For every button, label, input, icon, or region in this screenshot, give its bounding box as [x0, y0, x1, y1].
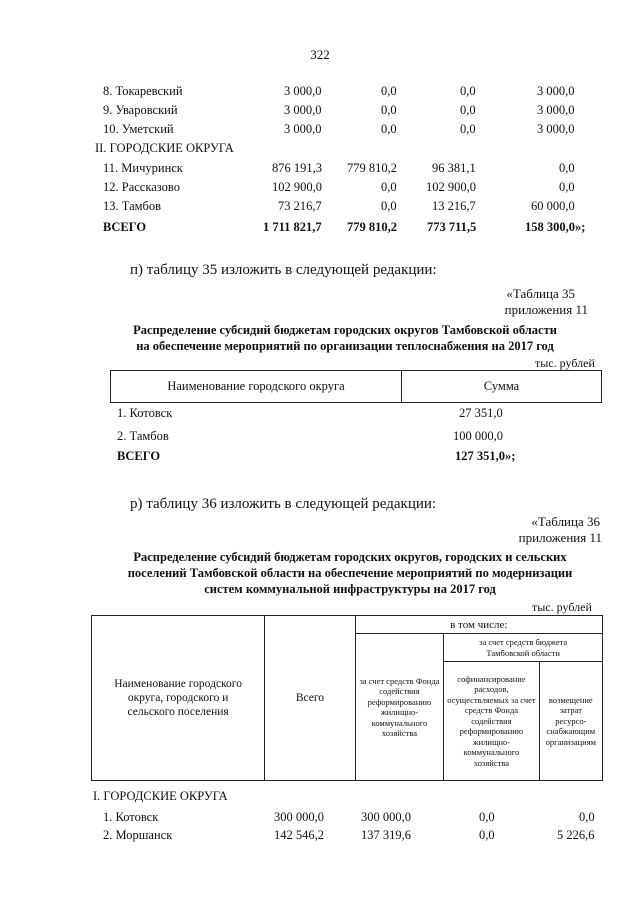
row-value: 5 226,6: [557, 828, 595, 842]
row-value: 300 000,0: [274, 810, 324, 824]
row-value: 0,0: [460, 122, 476, 136]
row-value: 137 319,6: [361, 828, 411, 842]
row-value: 0,0: [381, 84, 397, 98]
row-name: 11. Мичуринск: [103, 161, 183, 175]
row-name: ВСЕГО: [117, 449, 161, 463]
row-value: 60 000,0: [531, 199, 575, 213]
row-value: 27 351,0: [459, 406, 503, 420]
row-value: 0,0: [381, 180, 397, 194]
header-regional-budget: за счет средств бюджета Тамбовской области: [444, 634, 603, 662]
row-value: 0,0: [460, 103, 476, 117]
row-name: 1. Котовск: [103, 810, 159, 824]
row-name: ВСЕГО: [103, 220, 147, 234]
row-name: 1. Котовск: [117, 406, 173, 420]
table36-caption-line1: «Таблица 36: [531, 514, 600, 529]
page-number: 322: [310, 47, 330, 62]
row-value: 0,0: [579, 810, 595, 824]
row-value: 0,0: [559, 180, 575, 194]
table36-title-line2: поселений Тамбовской области на обеспечение мероприятий по модернизации: [127, 566, 573, 580]
row-value: 3 000,0: [537, 84, 575, 98]
row-name: 2. Тамбов: [117, 429, 169, 443]
row-value: 13 216,7: [432, 199, 476, 213]
header-cofinancing: софинансирование расходов, осуществляемых за счет средств Фонда содействия реформированию жилищно-коммунального хозяйства: [444, 662, 539, 781]
header-name: Наименование городского округа, городского и сельского поселения: [92, 616, 265, 781]
header-including: в том числе:: [355, 616, 602, 634]
row-value: 73 216,7: [278, 199, 322, 213]
section-heading: I. ГОРОДСКИЕ ОКРУГА: [93, 789, 228, 803]
row-value: 142 546,2: [274, 828, 324, 842]
row-value: 158 300,0»;: [525, 220, 586, 234]
col-sum-header: Сумма: [402, 371, 602, 403]
row-value: 0,0: [460, 84, 476, 98]
row-value: 779 810,2: [347, 220, 397, 234]
row-value: 3 000,0: [284, 103, 322, 117]
table36-caption-line2: приложения 11: [518, 530, 602, 545]
header-total: Всего: [265, 616, 355, 781]
row-value: 3 000,0: [537, 122, 575, 136]
row-value: 1 711 821,7: [263, 220, 322, 234]
row-value: 3 000,0: [284, 84, 322, 98]
table36-header: [91, 615, 603, 781]
instruction-35: п) таблицу 35 изложить в следующей редакции:: [130, 262, 437, 278]
header-compensation: возмещение затрат ресурсо-снабжающим организациям: [539, 662, 602, 781]
row-value: 102 900,0: [426, 180, 476, 194]
row-value: 0,0: [479, 810, 495, 824]
table35-caption-line1: «Таблица 35: [506, 286, 575, 301]
row-value: 779 810,2: [347, 161, 397, 175]
table35-caption-line2: приложения 11: [504, 302, 588, 317]
row-value: 127 351,0»;: [455, 449, 516, 463]
row-value: 0,0: [559, 161, 575, 175]
table35-header: [110, 370, 602, 403]
row-value: 0,0: [381, 122, 397, 136]
row-value: 96 381,1: [432, 161, 476, 175]
row-value: 773 711,5: [427, 220, 477, 234]
table35-unit: тыс. рублей: [535, 356, 595, 370]
row-value: 0,0: [381, 199, 397, 213]
instruction-36: р) таблицу 36 изложить в следующей редакции:: [130, 496, 437, 512]
row-value: 100 000,0: [453, 429, 503, 443]
row-name: 13. Тамбов: [103, 199, 162, 213]
row-value: 0,0: [381, 103, 397, 117]
table35-title-line2: на обеспечение мероприятий по организации теплоснабжения на 2017 год: [136, 339, 554, 353]
row-value: 300 000,0: [361, 810, 411, 824]
row-name: 2. Моршанск: [103, 828, 173, 842]
row-name: 8. Токаревский: [103, 84, 183, 98]
row-name: 9. Уваровский: [103, 103, 178, 117]
col-name-header: Наименование городского округа: [111, 371, 402, 403]
row-name: 10. Уметский: [103, 122, 174, 136]
row-value: 3 000,0: [537, 103, 575, 117]
row-name: 12. Рассказово: [103, 180, 180, 194]
table36-title-line3: систем коммунальной инфраструктуры на 2017 год: [204, 582, 496, 596]
row-value: 102 900,0: [272, 180, 322, 194]
section-heading: II. ГОРОДСКИЕ ОКРУГА: [95, 141, 234, 155]
row-value: 3 000,0: [284, 122, 322, 136]
row-value: 0,0: [479, 828, 495, 842]
row-value: 876 191,3: [272, 161, 322, 175]
table36-title-line1: Распределение субсидий бюджетам городских округов, городских и сельских: [133, 550, 567, 564]
header-fund: за счет средств Фонда содействия реформированию жилищно-коммунального хозяйства: [355, 634, 444, 781]
table35-title-line1: Распределение субсидий бюджетам городских округов Тамбовской области: [133, 323, 557, 337]
table36-unit: тыс. рублей: [532, 600, 592, 614]
